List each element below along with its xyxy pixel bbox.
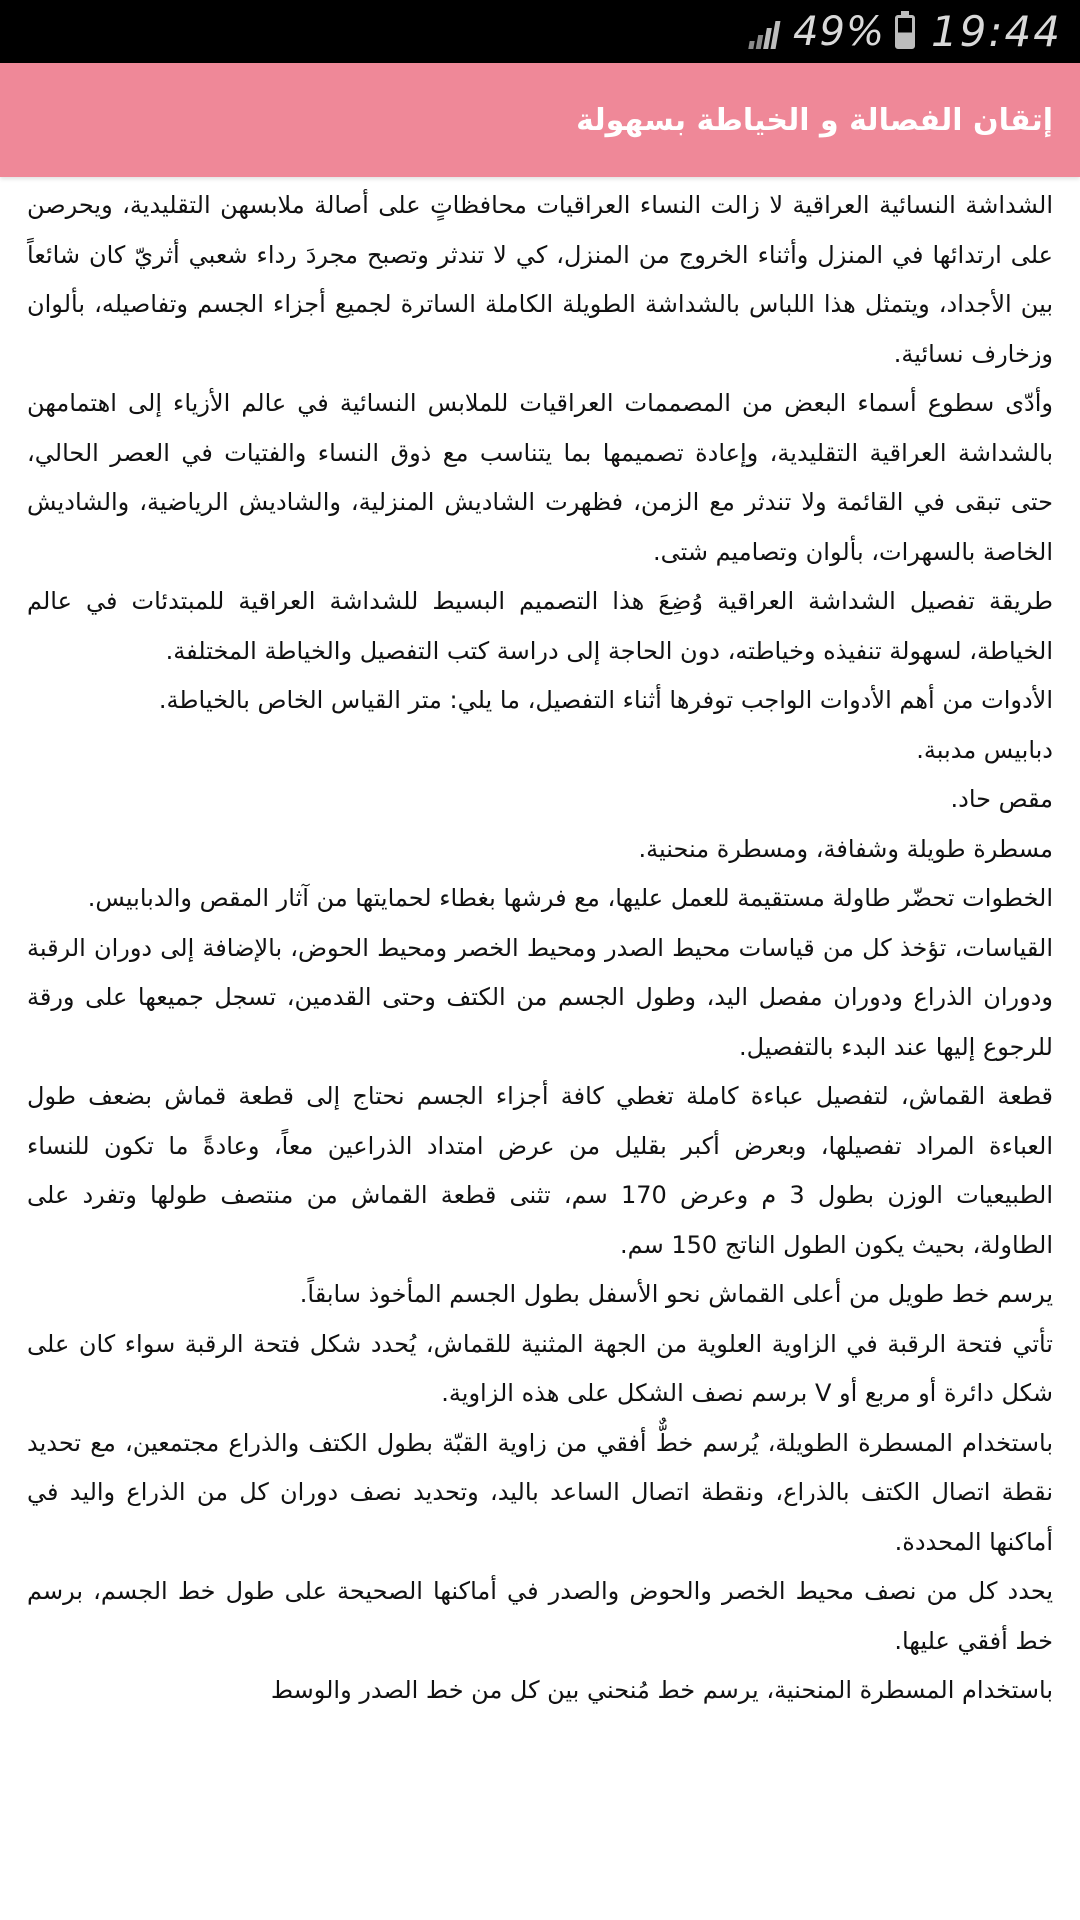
article-content[interactable]	[0, 177, 1080, 1920]
paragraph: باستخدام المسطرة المنحنية، يرسم خط مُنحني بين كل من خط الصدر والوسط	[270, 1676, 1053, 1704]
battery-percent: 49%	[793, 8, 885, 55]
paragraph: الخطوات تحضّر طاولة مستقيمة للعمل عليها، مع فرشها بغطاء لحمايتها من آثار المقص والدبابيس.	[87, 884, 1053, 912]
paragraph: القياسات، تؤخذ كل من قياسات محيط الصدر ومحيط الخصر ومحيط الحوض، بالإضافة إلى دوران الرقبة ودوران الذراع ودوران مفصل اليد، وطول الجسم من الكتف وحتى القدمين، تسجل جميعها على ورقة للرجوع إليها عند البدء بالتفصيل.	[27, 933, 1053, 1061]
paragraph: مقص حاد.	[950, 785, 1053, 813]
signal-strength-icon	[749, 15, 781, 49]
clock: 19:44	[930, 7, 1062, 56]
paragraph: باستخدام المسطرة الطويلة، يُرسم خطٌّ أفقي من زاوية القبّة بطول الكتف والذراع مجتمعين، مع تحديد نقطة اتصال الكتف بالذراع، ونقطة اتصال الساعد باليد، وتحديد نصف دوران كل من الذراع واليد في أماكنها المحددة.	[27, 1428, 1053, 1556]
paragraph: الأدوات من أهم الأدوات الواجب توفرها أثناء التفصيل، ما يلي: متر القياس الخاص بالخياطة.	[158, 686, 1053, 714]
status-bar	[0, 0, 1080, 63]
battery-icon	[895, 15, 915, 49]
paragraph: يحدد كل من نصف محيط الخصر والحوض والصدر في أماكنها الصحيحة على طول خط الجسم، برسم خط أفقي عليها.	[27, 1577, 1053, 1655]
paragraph: طريقة تفصيل الشداشة العراقية وُضِعَ هذا التصميم البسيط للشداشة العراقية للمبتدئات في عالم الخياطة، لسهولة تنفيذه وخياطته، دون الحاجة إلى دراسة كتب التفصيل والخياطة المختلفة.	[27, 587, 1053, 665]
paragraph: دبابيس مدببة.	[916, 735, 1053, 764]
paragraph: قطعة القماش، لتفصيل عباءة كاملة تغطي كافة أجزاء الجسم نحتاج إلى قطعة قماش بضعف طول العباءة المراد تفصيلها، وبعرض أكبر بقليل من عرض امتداد الذراعين معاً، وعادةً ما تكون للنساء الطبيعيات الوزن بطول 3 م وعرض 170 سم، تثنى قطعة القماش من منتصف طولها وتفرد على الطاولة، بحيث يكون الطول الناتج 150 سم.	[27, 1082, 1053, 1259]
paragraph: يرسم خط طويل من أعلى القماش نحو الأسفل بطول الجسم المأخوذ سابقاً.	[299, 1280, 1053, 1308]
paragraph: الشداشة النسائية العراقية لا زالت النساء العراقيات محافظاتٍ على أصالة ملابسهن التقليدية، ويحرصن على ارتدائها في المنزل وأثناء الخروج من المنزل، كي لا تندثر وتصبح مجردَ رداء شعبي أثريّ كان شائعاً بين الأجداد، ويتمثل هذا اللباس بالشداشة الطويلة الكاملة الساترة لجميع أجزاء الجسم وتفاصيله، بألوان وزخارف نسائية.	[27, 191, 1053, 368]
paragraph: مسطرة طويلة وشفافة، ومسطرة منحنية.	[638, 834, 1053, 863]
paragraph: وأدّى سطوع أسماء البعض من المصممات العراقيات للملابس النسائية في عالم الأزياء إلى اهتمامهن بالشداشة العراقية التقليدية، وإعادة تصميمها بما يتناسب مع ذوق النساء والفتيات في العصر الحالي، حتى تبقى في القائمة ولا تندثر مع الزمن، فظهرت الشاديش المنزلية، والشاديش الرياضية، والشاديش الخاصة بالسهرات، بألوان وتصاميم شتى.	[27, 389, 1053, 566]
scroll-fade	[0, 1872, 1080, 1920]
app-title: إتقان الفصالة و الخياطة بسهولة	[576, 102, 1053, 138]
paragraph: تأتي فتحة الرقبة في الزاوية العلوية من الجهة المثنية للقماش، يُحدد شكل فتحة الرقبة سواء كان على شكل دائرة أو مربع أو V برسم نصف الشكل على هذه الزاوية.	[27, 1329, 1053, 1407]
app-bar	[0, 63, 1080, 177]
